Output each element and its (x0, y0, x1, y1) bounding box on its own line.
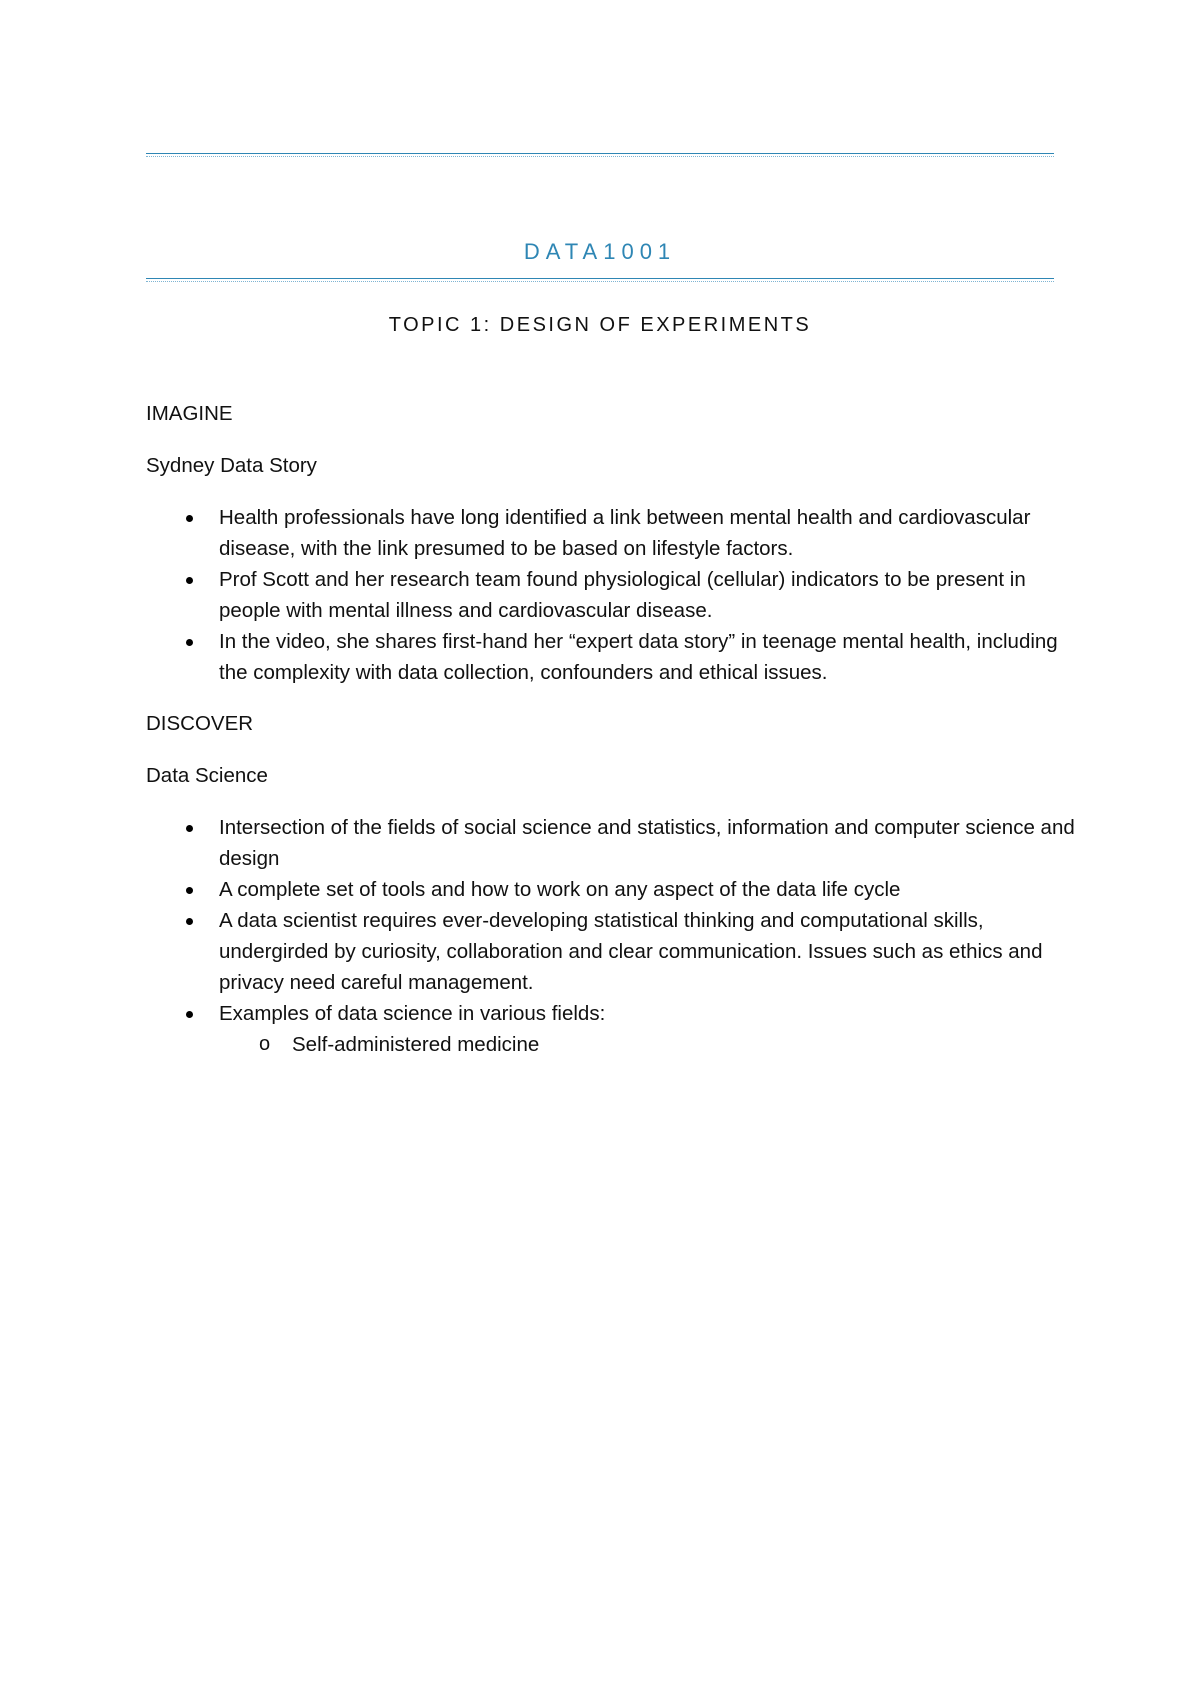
bullet-icon (186, 515, 193, 522)
imagine-bullet-list (146, 502, 1076, 688)
subheading-data-science: Data Science (146, 764, 268, 787)
bullet-icon (186, 887, 193, 894)
list-item (146, 626, 1076, 688)
bullet-icon (186, 639, 193, 646)
discover-bullet-list (146, 812, 1076, 1060)
list-item-text: Health professionals have long identified a link between mental health and cardiovascular disease, with the link presumed to be based on lifestyle factors. (219, 506, 1031, 560)
sub-bullet-list (219, 1029, 1076, 1060)
list-item (146, 874, 1076, 905)
bullet-icon (186, 1011, 193, 1018)
header-rule-top (146, 153, 1054, 154)
section-heading-imagine: IMAGINE (146, 402, 233, 425)
list-item (146, 502, 1076, 564)
header-rule-bottom (146, 278, 1054, 279)
list-item-text: A complete set of tools and how to work on any aspect of the data life cycle (219, 878, 901, 901)
list-item-text: A data scientist requires ever-developing statistical thinking and computational skills, undergirded by curiosity, collaboration and clear communication. Issues such as ethics and privacy need careful management. (219, 909, 1043, 994)
hollow-bullet-icon: o (259, 1033, 271, 1055)
section-heading-discover: DISCOVER (146, 712, 254, 735)
course-code: DATA1001 (523, 239, 677, 264)
list-item-text: Intersection of the fields of social science and statistics, information and computer science and design (219, 816, 1075, 870)
list-item-text: In the video, she shares first-hand her “expert data story” in teenage mental health, including the complexity with data collection, confounders and ethical issues. (219, 630, 1058, 684)
bullet-icon (186, 918, 193, 925)
list-item-text: Examples of data science in various fields: (219, 1002, 606, 1025)
subheading-sydney-data-story: Sydney Data Story (146, 454, 317, 477)
bullet-icon (186, 825, 193, 832)
topic-title: TOPIC 1: DESIGN OF EXPERIMENTS (388, 314, 812, 336)
list-item (146, 905, 1076, 998)
list-item (146, 812, 1076, 874)
sub-list-item-text: Self-administered medicine (292, 1033, 540, 1056)
sub-list-item (219, 1029, 1076, 1060)
list-item (146, 564, 1076, 626)
bullet-icon (186, 577, 193, 584)
list-item (146, 998, 1076, 1060)
list-item-text: Prof Scott and her research team found physiological (cellular) indicators to be present in people with mental illness and cardiovascular disease. (219, 568, 1026, 622)
